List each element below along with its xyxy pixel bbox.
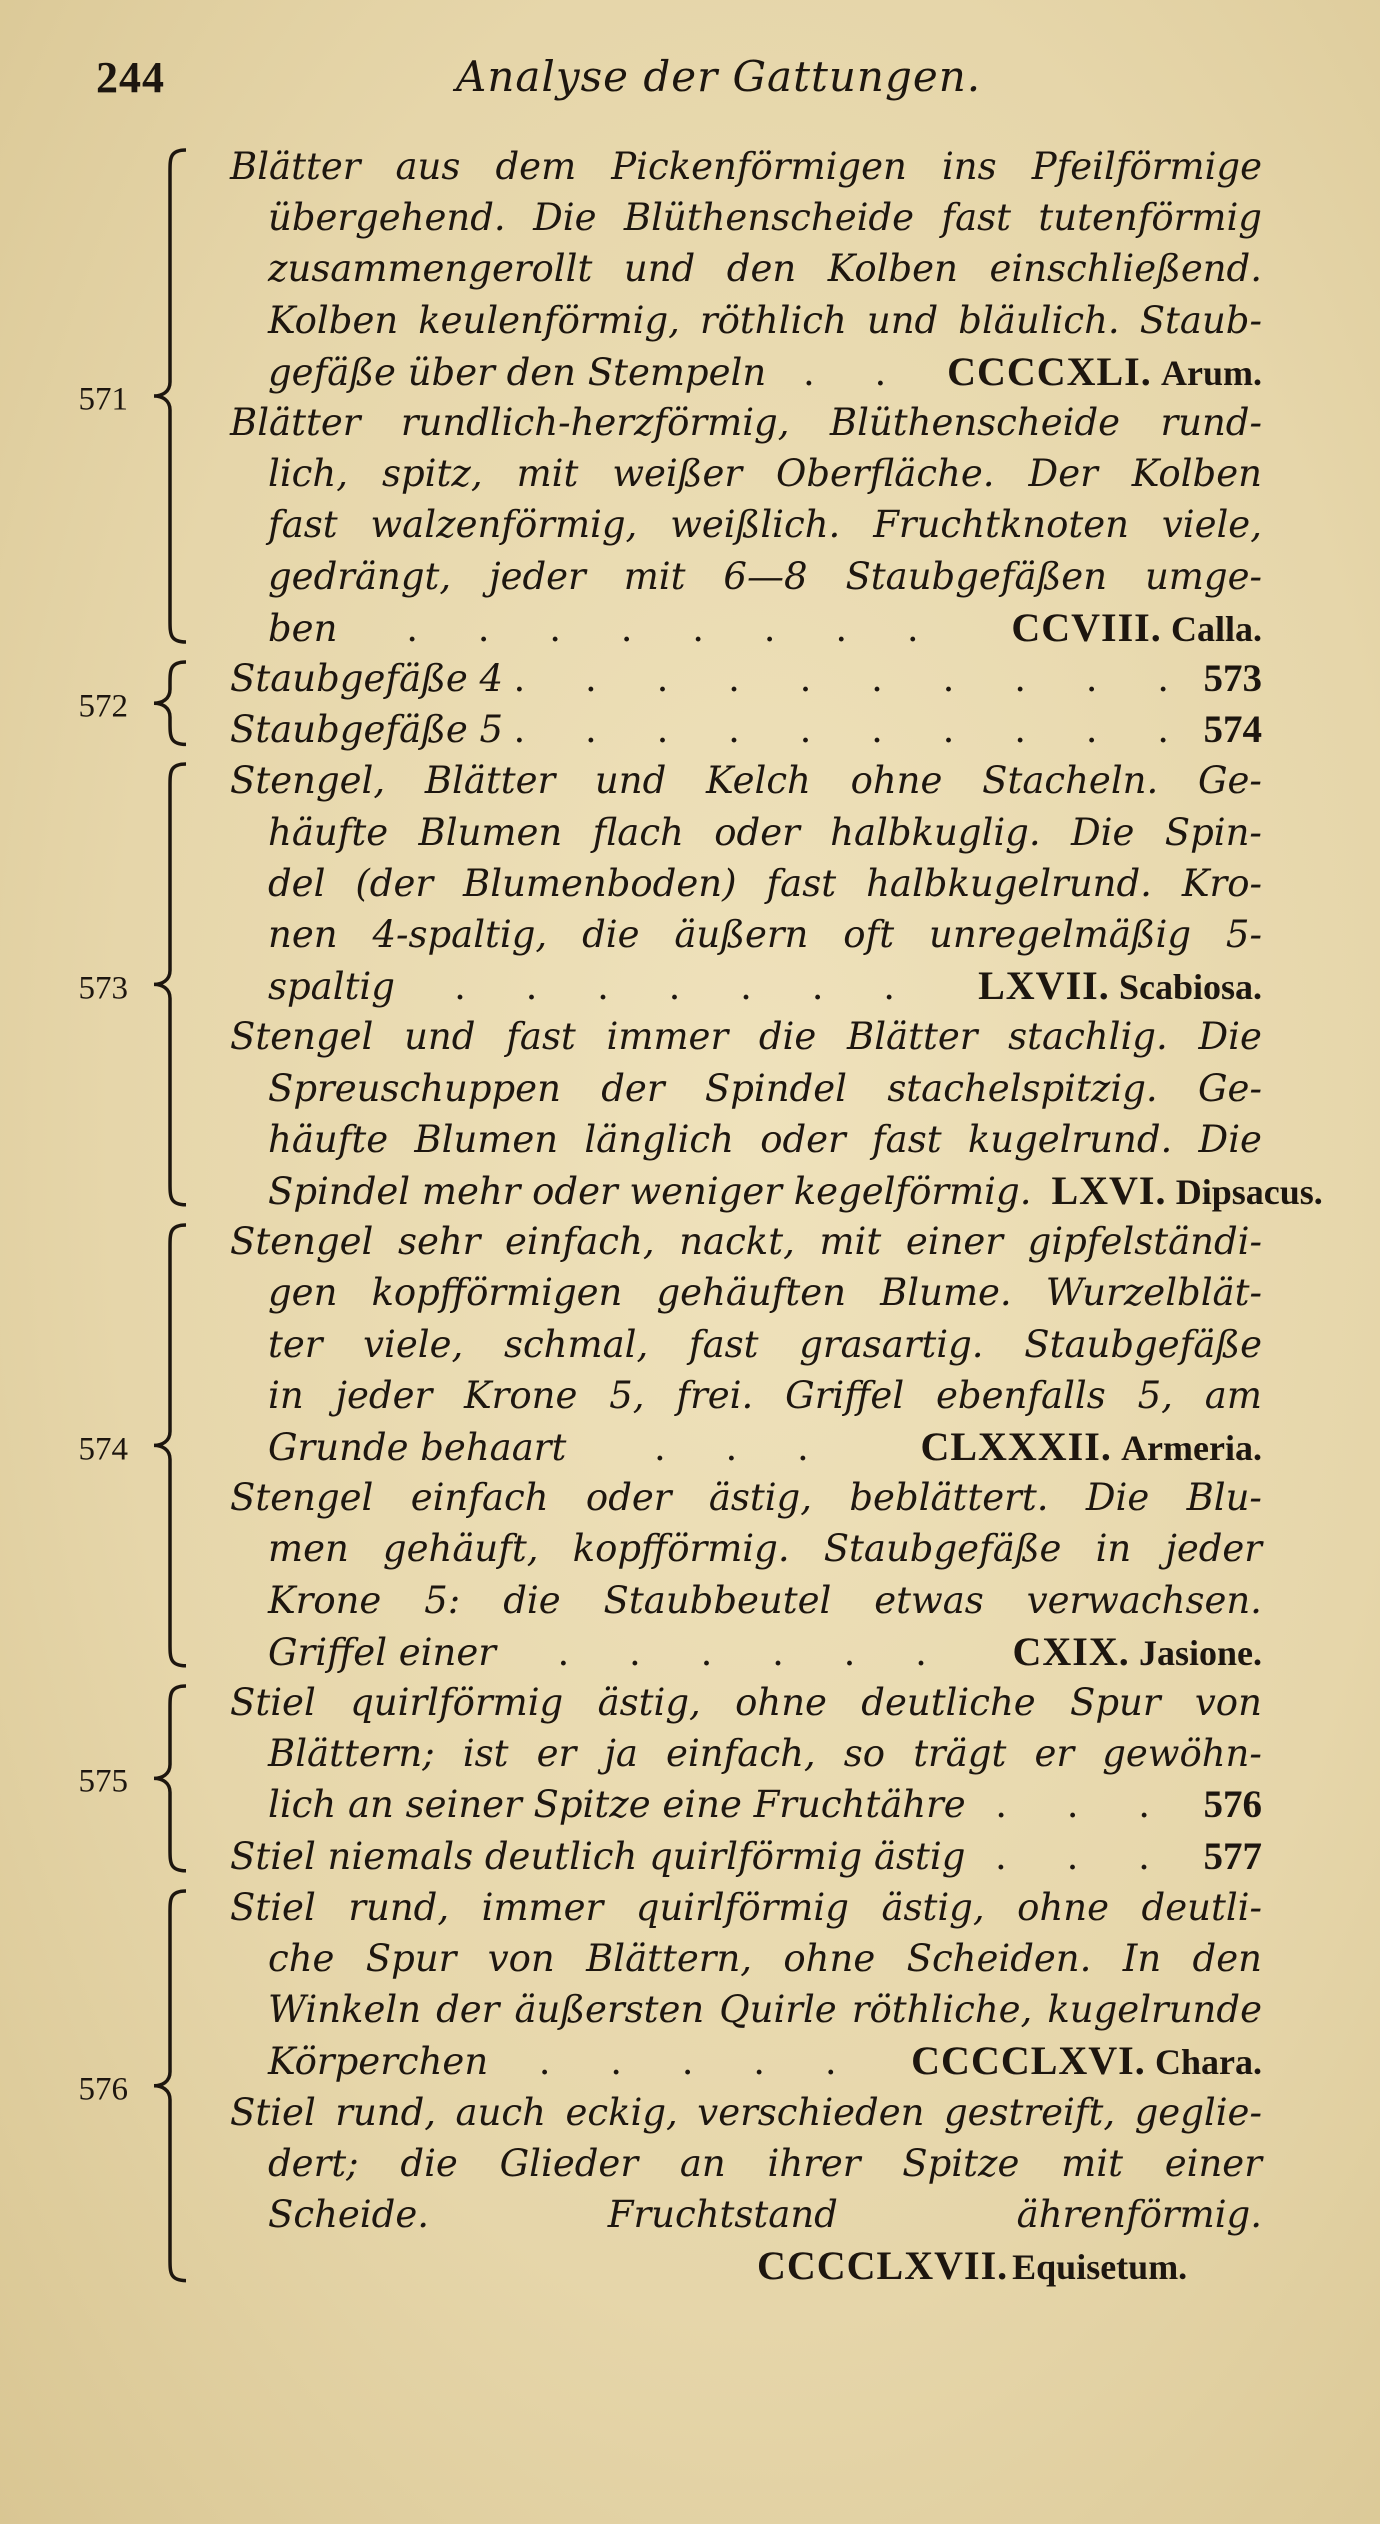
lead-final-line bbox=[268, 959, 1262, 1013]
genus-reference bbox=[978, 959, 1262, 1015]
couplet-brace bbox=[150, 762, 188, 1207]
genus-reference bbox=[920, 1420, 1262, 1476]
lead-final-line bbox=[268, 2034, 1262, 2088]
lead-text-line: ter viele, schmal, fast grasartig. Staubgefäße bbox=[268, 1322, 1262, 1366]
genus-name: Jasione. bbox=[1138, 1632, 1262, 1673]
lead-text: lich an seiner Spitze eine Fruchtähre bbox=[268, 1783, 966, 1827]
lead-text: Körperchen bbox=[268, 2040, 489, 2084]
genus-name: Chara. bbox=[1155, 2042, 1262, 2083]
couplet-brace bbox=[150, 1889, 188, 2283]
leader-dots: . . bbox=[802, 350, 911, 394]
lead-final-line bbox=[268, 345, 1262, 399]
target-couplet-number[interactable]: 574 bbox=[1203, 708, 1262, 752]
lead-text: Staubgefäße 5 bbox=[230, 708, 504, 752]
lead-final-line bbox=[268, 1625, 1262, 1679]
leader-dots: . . . . . . . bbox=[454, 965, 919, 1009]
couplet-brace bbox=[150, 660, 188, 746]
lead-text-line: häufte Blumen flach oder halbkuglig. Die Spin- bbox=[268, 810, 1262, 854]
page-number: 244 bbox=[96, 53, 165, 102]
lead-text-line: Blätter rundlich-herzförmig, Blüthenscheide rund- bbox=[230, 401, 1262, 444]
genus-reference bbox=[911, 2034, 1262, 2090]
target-couplet-number[interactable]: 576 bbox=[1203, 1783, 1262, 1827]
couplet-brace bbox=[150, 1223, 188, 1668]
lead-text-line: lich, spitz, mit weißer Oberfläche. Der Kolben bbox=[268, 452, 1262, 496]
lead-text-line: Spreuschuppen der Spindel stachelspitzig. Ge- bbox=[268, 1066, 1262, 1110]
genus-number: CCCCXLI. bbox=[947, 348, 1152, 394]
lead-text: Griffel einer bbox=[268, 1630, 496, 1674]
lead-final-line bbox=[230, 1830, 1262, 1884]
lead-text-line: Kolben keulenförmig, röthlich und bläulich. Staub- bbox=[268, 298, 1262, 342]
lead-final-line bbox=[268, 601, 1262, 655]
target-couplet-number[interactable]: 573 bbox=[1203, 657, 1262, 700]
genus-name: Armeria. bbox=[1121, 1428, 1262, 1468]
lead-text-line: Stiel rund, auch eckig, verschieden gestreift, geglie- bbox=[230, 2090, 1262, 2134]
lead-text-line: Stiel rund, immer quirlförmig ästig, ohne deutli- bbox=[230, 1885, 1262, 1929]
genus-number: CCVIII. bbox=[1011, 604, 1162, 650]
lead-text-line: Stengel und fast immer die Blätter stachlig. Die bbox=[230, 1015, 1262, 1059]
genus-number: LXVII. bbox=[978, 963, 1110, 1009]
lead-text: Stiel niemals deutlich quirlförmig ästig bbox=[230, 1834, 966, 1878]
leader-dots: . . . bbox=[653, 1426, 833, 1469]
lead-text-line: dert; die Glieder an ihrer Spitze mit einer bbox=[268, 2141, 1262, 2185]
lead-text-line: gedrängt, jeder mit 6—8 Staubgefäßen umge- bbox=[268, 554, 1262, 598]
lead-text-line: che Spur von Blättern, ohne Scheiden. In den bbox=[268, 1937, 1262, 1980]
lead-final-line bbox=[230, 703, 1262, 757]
target-couplet-number[interactable]: 577 bbox=[1203, 1834, 1262, 1878]
lead-text-line: Blätter aus dem Pickenförmigen ins Pfeilförmige bbox=[230, 145, 1262, 188]
couplet-number: 572 bbox=[78, 688, 128, 725]
genus-number: LXVI. bbox=[1051, 1168, 1167, 1213]
lead-text: Grunde behaart bbox=[268, 1426, 567, 1469]
genus-name: Calla. bbox=[1170, 608, 1262, 649]
running-title: Analyse der Gattungen. bbox=[456, 52, 982, 101]
lead-text: Spindel mehr oder weniger kegelförmig. bbox=[268, 1170, 1032, 1213]
lead-text-line: Krone 5: die Staubbeutel etwas verwachsen. bbox=[268, 1578, 1262, 1622]
couplet-reference[interactable] bbox=[1204, 1778, 1263, 1833]
leader-dots: . . . bbox=[995, 1783, 1175, 1827]
leader-dots: . . . . . bbox=[538, 2040, 861, 2084]
couplet-number: 575 bbox=[78, 1763, 128, 1800]
leader-dots: . . . . . . . . . . bbox=[513, 708, 1193, 752]
genus-reference bbox=[1013, 1625, 1263, 1681]
lead-text-line: Scheide. Fruchtstand ährenförmig. bbox=[268, 2193, 1262, 2236]
genus-name: Scabiosa. bbox=[1118, 967, 1262, 1008]
lead-text-line: Stengel sehr einfach, nackt, mit einer gipfelständi- bbox=[230, 1220, 1262, 1264]
lead-text-line: men gehäuft, kopfförmig. Staubgefäße in jeder bbox=[268, 1527, 1262, 1571]
couplet-reference[interactable] bbox=[1204, 703, 1263, 758]
lead-text-line: Stiel quirlförmig ästig, ohne deutliche Spur von bbox=[230, 1681, 1262, 1724]
lead-text-line: fast walzenförmig, weißlich. Fruchtknoten viele, bbox=[268, 503, 1262, 547]
lead-text-line: Stengel, Blätter und Kelch ohne Stacheln. Ge- bbox=[230, 759, 1262, 803]
lead-text-line: Stengel einfach oder ästig, beblättert. Die Blu- bbox=[230, 1476, 1262, 1520]
couplet-brace bbox=[150, 1684, 188, 1873]
lead-final-line bbox=[268, 1164, 1323, 1218]
genus-name: Equisetum. bbox=[1012, 2247, 1188, 2288]
leader-dots: . . . . . . bbox=[557, 1630, 951, 1674]
leader-dots: . . . bbox=[995, 1834, 1174, 1878]
genus-number: CXIX. bbox=[1012, 1628, 1130, 1674]
couplet-number: 571 bbox=[78, 381, 128, 418]
couplet-number: 574 bbox=[78, 1431, 128, 1468]
lead-final-line bbox=[268, 1420, 1262, 1474]
lead-final-line bbox=[268, 1778, 1262, 1832]
genus-name: Arum. bbox=[1161, 352, 1262, 393]
couplet-reference[interactable] bbox=[1204, 652, 1263, 707]
leader-dots: . . . . . . . . bbox=[406, 606, 943, 650]
lead-text-line: in jeder Krone 5, frei. Griffel ebenfalls 5, am bbox=[268, 1373, 1262, 1417]
couplet-number: 576 bbox=[78, 2071, 128, 2108]
lead-text-line: gen kopfförmigen gehäuften Blume. Wurzelblät- bbox=[268, 1271, 1262, 1315]
genus-reference bbox=[757, 2239, 1187, 2293]
lead-text: gefäße über den Stempeln bbox=[268, 350, 767, 394]
genus-reference bbox=[947, 345, 1262, 401]
lead-text: ben bbox=[268, 606, 338, 650]
genus-number: CLXXXII. bbox=[920, 1424, 1112, 1469]
genus-number: CCCCLXVI. bbox=[911, 2038, 1146, 2084]
lead-text-line: Blättern; ist er ja einfach, so trägt er gewöhn- bbox=[268, 1732, 1262, 1776]
lead-text: Staubgefäße 4 bbox=[230, 657, 504, 700]
lead-text-line: übergehend. Die Blüthenscheide fast tutenförmig bbox=[268, 196, 1262, 240]
genus-reference bbox=[1011, 601, 1262, 657]
couplet-brace bbox=[150, 148, 188, 644]
leader-dots: . . . . . . . . . . bbox=[513, 657, 1193, 700]
genus-reference bbox=[1051, 1164, 1322, 1220]
lead-text-line: nen 4-spaltig, die äußern oft unregelmäßig 5- bbox=[268, 913, 1262, 956]
lead-text-line: häufte Blumen länglich oder fast kugelrund. Die bbox=[268, 1117, 1262, 1161]
lead-text: spaltig bbox=[268, 965, 395, 1009]
lead-text-line: Winkeln der äußersten Quirle röthliche, kugelrunde bbox=[268, 1988, 1262, 2032]
lead-final-line bbox=[230, 652, 1262, 706]
genus-number: CCCCLXVII. bbox=[757, 2243, 1009, 2289]
couplet-number: 573 bbox=[78, 970, 128, 1007]
genus-name: Dipsacus. bbox=[1175, 1172, 1323, 1212]
lead-text-line: zusammengerollt und den Kolben einschließend. bbox=[268, 247, 1262, 291]
lead-text-line: del (der Blumenboden) fast halbkugelrund. Kro- bbox=[268, 861, 1262, 905]
couplet-reference[interactable] bbox=[1204, 1830, 1263, 1885]
